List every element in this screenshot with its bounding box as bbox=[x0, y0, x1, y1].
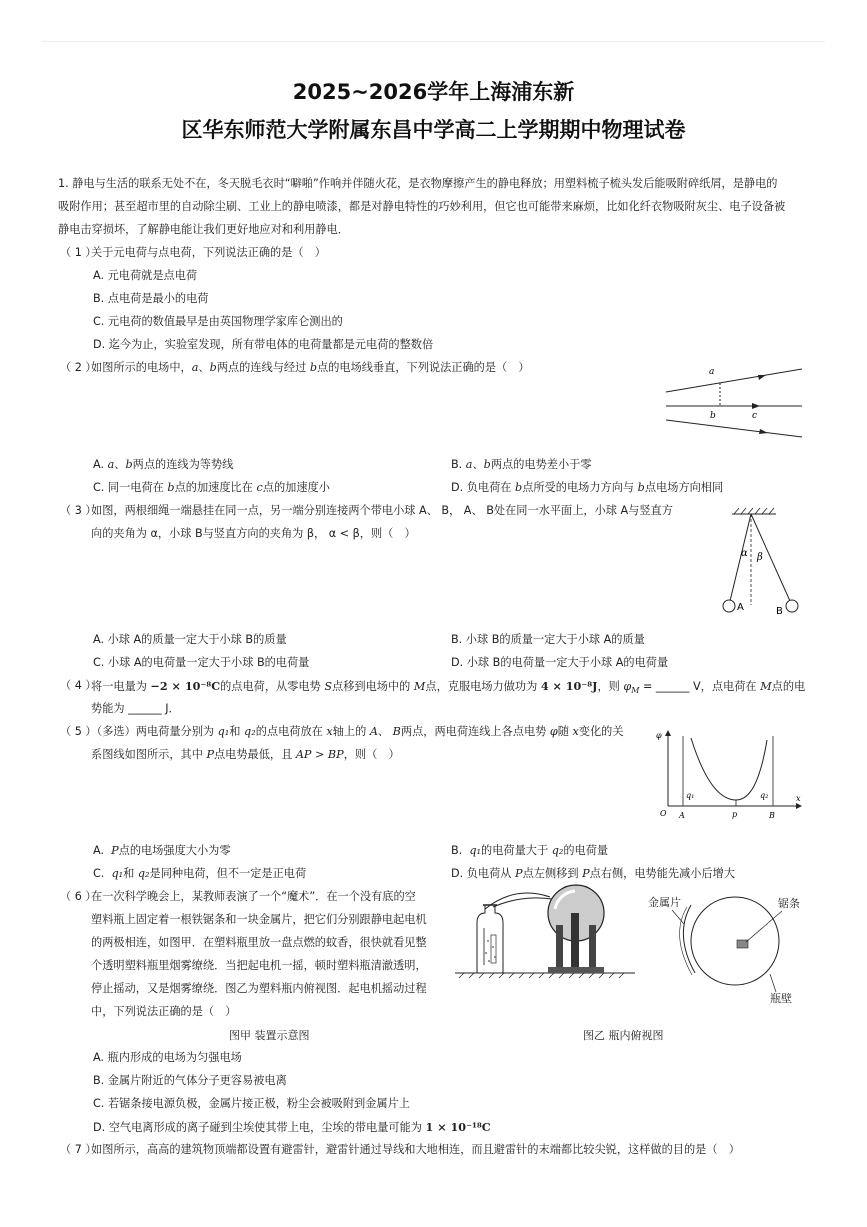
fig2-label-c: c bbox=[752, 411, 758, 421]
page-title-line1: 2025~2026学年上海浦东新 bbox=[292, 80, 575, 104]
sub2-field-line-figure bbox=[664, 366, 804, 446]
fig6-label-metal: 金属片 bbox=[648, 896, 681, 909]
sub7-stem: 如图所示，高高的建筑物顶端都设置有避雷针，避雷针通过导线和大地相连，而且避雷针的末端都比较尖锐，这样做的目的是（ ） bbox=[91, 1143, 740, 1156]
fig5-q1: q₁ bbox=[686, 791, 695, 800]
sub3-pendulum-figure bbox=[718, 505, 818, 620]
sub1-option-b[interactable]: B. 点电荷是最小的电荷 bbox=[93, 292, 209, 305]
fig5-b: B bbox=[769, 811, 775, 820]
sub5-potential-graph bbox=[654, 728, 804, 823]
sub6-stem-line1: 在一次科学晚会上，某教师表演了一个“魔术”．在一个没有底的空 bbox=[91, 890, 416, 903]
fig5-origin: O bbox=[660, 809, 667, 818]
sub5-option-d[interactable]: D. 负电荷从 P点左侧移到 P点右侧，电势能先减小后增大 bbox=[451, 867, 736, 880]
sub4-stem-line2: 势能为 ______ J． bbox=[91, 702, 180, 715]
fig5-p: p bbox=[732, 810, 738, 819]
sub1-stem: 关于元电荷与点电荷，下列说法正确的是（ ） bbox=[91, 246, 326, 259]
sub5-option-c[interactable]: C. q₁和 q₂是同种电荷，但不一定是正电荷 bbox=[93, 867, 307, 880]
sub2-option-c[interactable]: C. 同一电荷在 b点的加速度比在 c点的加速度小 bbox=[93, 481, 330, 494]
fig6-label-wall: 瓶壁 bbox=[770, 992, 792, 1005]
fig3-label-a: A bbox=[737, 602, 744, 613]
sub3-stem-line1: 如图，两根细绳一端悬挂在同一点，另一端分别连接两个带电小球 A、 B， A、 B处在同一水平面上，小球 A与竖直方 bbox=[91, 504, 673, 517]
sub5-option-a[interactable]: A. P点的电场强度大小为零 bbox=[93, 844, 231, 857]
sub2-option-a[interactable]: A. a、b两点的连线为等势线 bbox=[93, 458, 234, 471]
sub5-number: （ 5 ） bbox=[60, 725, 97, 738]
sub2-option-d[interactable]: D. 负电荷在 b点所受的电场力方向与 b点电场方向相同 bbox=[451, 481, 724, 494]
top-divider bbox=[42, 41, 825, 42]
sub6-option-b[interactable]: B. 金属片附近的气体分子更容易被电离 bbox=[93, 1074, 287, 1087]
fig6-label-saw: 锯条 bbox=[778, 897, 800, 910]
sub3-option-a[interactable]: A. 小球 A的质量一定大于小球 B的质量 bbox=[93, 633, 287, 646]
sub6-option-c[interactable]: C. 若锯条接电源负极，金属片接正极，粉尘会被吸附到金属片上 bbox=[93, 1097, 410, 1110]
fig3-alpha: α bbox=[741, 548, 748, 559]
sub5-stem-line1: （多选）两电荷量分别为 q₁和 q₂的点电荷放在 x轴上的 A、 B两点，两电荷连线上各点电势 φ随 x变化的关 bbox=[91, 725, 624, 738]
sub3-option-c[interactable]: C. 小球 A的电荷量一定大于小球 B的电荷量 bbox=[93, 656, 310, 669]
sub4-number: （ 4 ） bbox=[60, 679, 97, 692]
sub6-stem-line5: 停止摇动，又是烟雾缭绕．图乙为塑料瓶内俯视图．起电机摇动过程 bbox=[91, 982, 427, 995]
fig3-beta: β bbox=[757, 552, 763, 563]
fig5-phi: φ bbox=[656, 731, 662, 740]
sub3-stem-line2: 向的夹角为 α，小球 B与竖直方向的夹角为 β， α < β，则（ ） bbox=[91, 527, 416, 540]
q1-intro-line1: 1. 静电与生活的联系无处不在，冬天脱毛衣时“噼啪”作响并伴随火花，是衣物摩擦产生的静电释放；用塑料梳子梳头发后能吸附碎纸屑，是静电的 bbox=[58, 177, 778, 190]
sub4-stem-line1: 将一电量为 −2 × 10⁻⁸C的点电荷，从零电势 S点移到电场中的 M点，克服电场力做功为 4 × 10⁻⁸J，则 $\varphi_M$ = ______ V，点电荷在 M点的电 bbox=[91, 679, 806, 696]
sub1-number: （ 1 ） bbox=[60, 246, 97, 259]
sub6-stem-line3: 的两极相连，如图甲．在塑料瓶里放一盘点燃的蚊香，很快就看见整 bbox=[91, 936, 427, 949]
sub6-stem-line4: 个透明塑料瓶里烟雾缭绕．当把起电机一摇，顿时塑料瓶清澈透明， bbox=[91, 959, 427, 972]
sub3-option-d[interactable]: D. 小球 B的电荷量一定大于小球 A的电荷量 bbox=[451, 656, 669, 669]
sub7-number: （ 7 ） bbox=[60, 1143, 97, 1156]
fig6-caption-yi: 图乙 瓶内俯视图 bbox=[583, 1029, 664, 1042]
sub3-number: （ 3 ） bbox=[60, 504, 97, 517]
q1-intro-line3: 静电击穿损坏，了解静电能让我们更好地应对和利用静电． bbox=[58, 223, 349, 236]
fig5-q2: q₂ bbox=[760, 791, 769, 800]
sub6-apparatus-figure bbox=[455, 883, 635, 978]
sub6-option-d[interactable]: D. 空气电离形成的离子碰到尘埃使其带上电，尘埃的带电量可能为 1 × 10⁻¹⁸C bbox=[93, 1120, 491, 1134]
fig2-label-b: b bbox=[710, 411, 716, 421]
sub6-stem-line6: 中，下列说法正确的是（ ） bbox=[91, 1005, 237, 1018]
q1-intro-line2: 吸附作用；甚至超市里的自动除尘刷、工业上的静电喷漆，都是对静电特性的巧妙利用，但它也可能带来麻烦，比如化纤衣物吸附灰尘、电子设备被 bbox=[58, 200, 786, 213]
sub5-stem-line2: 系图线如图所示，其中 P点电势最低，且 AP > BP，则（ ） bbox=[91, 748, 400, 761]
fig2-label-a: a bbox=[709, 367, 715, 377]
sub5-option-b[interactable]: B. q₁的电荷量大于 q₂的电荷量 bbox=[451, 844, 609, 857]
sub6-number: （ 6 ） bbox=[60, 890, 97, 903]
sub2-option-b[interactable]: B. a、b两点的电势差小于零 bbox=[451, 458, 592, 471]
sub3-option-b[interactable]: B. 小球 B的质量一定大于小球 A的质量 bbox=[451, 633, 645, 646]
sub2-number: （ 2 ） bbox=[60, 361, 97, 374]
page-title-line2: 区华东师范大学附属东昌中学高二上学期期中物理试卷 bbox=[181, 118, 686, 142]
fig3-label-b: B bbox=[776, 606, 783, 617]
sub6-stem-line2: 塑料瓶上固定着一根铁锯条和一块金属片，把它们分别跟静电起电机 bbox=[91, 913, 427, 926]
fig5-x: x bbox=[796, 794, 801, 803]
sub1-option-c[interactable]: C. 元电荷的数值最早是由英国物理学家库仑测出的 bbox=[93, 315, 343, 328]
sub1-option-a[interactable]: A. 元电荷就是点电荷 bbox=[93, 269, 198, 282]
sub6-option-a[interactable]: A. 瓶内形成的电场为匀强电场 bbox=[93, 1051, 242, 1064]
fig6-caption-jia: 图甲 装置示意图 bbox=[229, 1029, 310, 1042]
sub1-option-d[interactable]: D. 迄今为止，实验室发现，所有带电体的电荷量都是元电荷的整数倍 bbox=[93, 338, 434, 351]
fig5-a: A bbox=[679, 811, 685, 820]
sub2-stem: 如图所示的电场中，a、b两点的连线与经过 b点的电场线垂直，下列说法正确的是（ ） bbox=[91, 361, 530, 374]
